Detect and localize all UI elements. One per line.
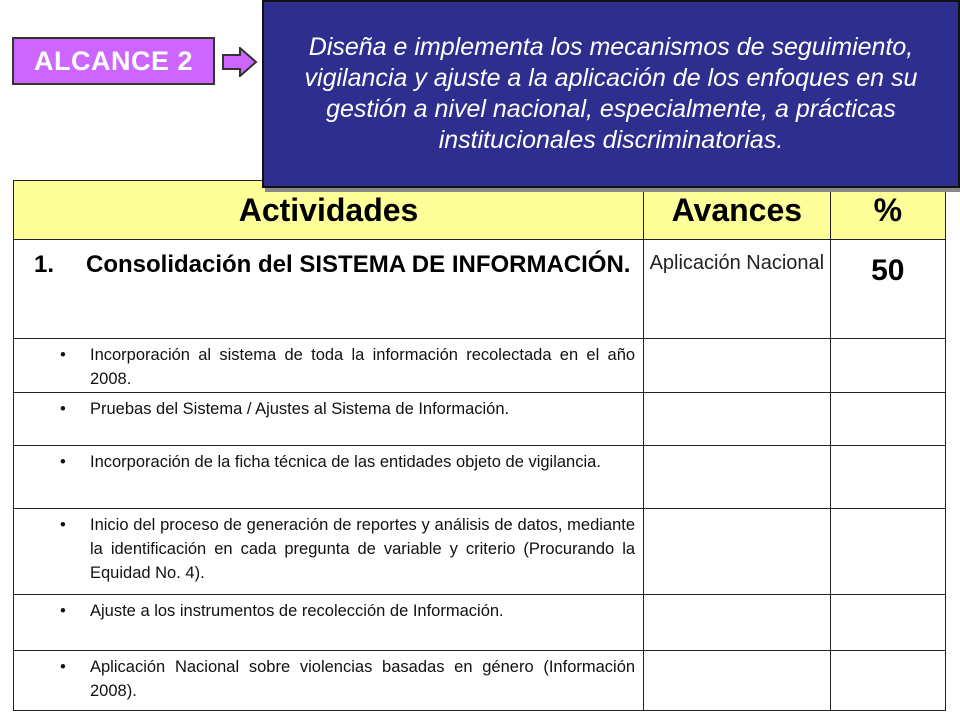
- sub-activity-cell: • Inicio del proceso de generación de reportes y análisis de datos, mediante la identificación en cada pregunta de variable y criterio (Procurando la Equidad No. 4).: [14, 509, 644, 595]
- main-avance-cell: Aplicación Nacional: [644, 240, 831, 339]
- activities-table: [13, 180, 946, 711]
- sub-activity-cell: • Incorporación al sistema de toda la información recolectada en el año 2008.: [14, 339, 644, 393]
- header-avances: Avances: [644, 181, 831, 240]
- main-activity-number: 1.: [34, 251, 55, 278]
- sub-avance-cell: [644, 595, 831, 651]
- table-row: [14, 339, 946, 393]
- table-row: [14, 651, 946, 711]
- bullet-icon: •: [60, 602, 66, 620]
- table-row: [14, 509, 946, 595]
- sub-activity-cell: • Pruebas del Sistema / Ajustes al Sistema de Información.: [14, 393, 644, 446]
- main-activity-cell: [14, 240, 644, 339]
- bullet-icon: •: [60, 658, 66, 676]
- sub-avance-cell: [644, 446, 831, 509]
- bullet-icon: •: [60, 516, 66, 534]
- sub-activity-cell: • Incorporación de la ficha técnica de las entidades objeto de vigilancia.: [14, 446, 644, 509]
- table-row: [14, 595, 946, 651]
- sub-percent-cell: [830, 339, 945, 393]
- description-box: [262, 0, 960, 188]
- sub-avance-cell: [644, 339, 831, 393]
- header-percent: %: [830, 181, 945, 240]
- sub-percent-cell: [830, 595, 945, 651]
- main-activity-text: Consolidación del SISTEMA DE INFORMACIÓN.: [86, 251, 631, 278]
- sub-avance-cell: [644, 651, 831, 711]
- table-row: [14, 446, 946, 509]
- right-arrow-icon: [222, 47, 258, 77]
- sub-percent-cell: [830, 509, 945, 595]
- sub-percent-cell: [830, 651, 945, 711]
- sub-avance-cell: [644, 509, 831, 595]
- sub-activity-cell: • Ajuste a los instrumentos de recolección de Información.: [14, 595, 644, 651]
- sub-activity-cell: • Aplicación Nacional sobre violencias basadas en género (Información 2008).: [14, 651, 644, 711]
- bullet-icon: •: [60, 346, 66, 364]
- sub-percent-cell: [830, 393, 945, 446]
- table-header-row: [14, 181, 946, 240]
- table-row: [14, 393, 946, 446]
- table-row-main: [14, 240, 946, 339]
- sub-percent-cell: [830, 446, 945, 509]
- sub-avance-cell: [644, 393, 831, 446]
- description-text: Diseña e implementa los mecanismos de seguimiento, vigilancia y ajuste a la aplicación de los enfoques en su gestión a nivel nacional, especialmente, a prácticas institucionales discriminatorias.: [304, 33, 918, 154]
- bullet-icon: •: [60, 400, 66, 418]
- main-percent-cell: 50: [830, 240, 945, 339]
- header-actividades: Actividades: [14, 181, 644, 240]
- bullet-icon: •: [60, 453, 66, 471]
- alcance-label: ALCANCE 2: [12, 37, 215, 85]
